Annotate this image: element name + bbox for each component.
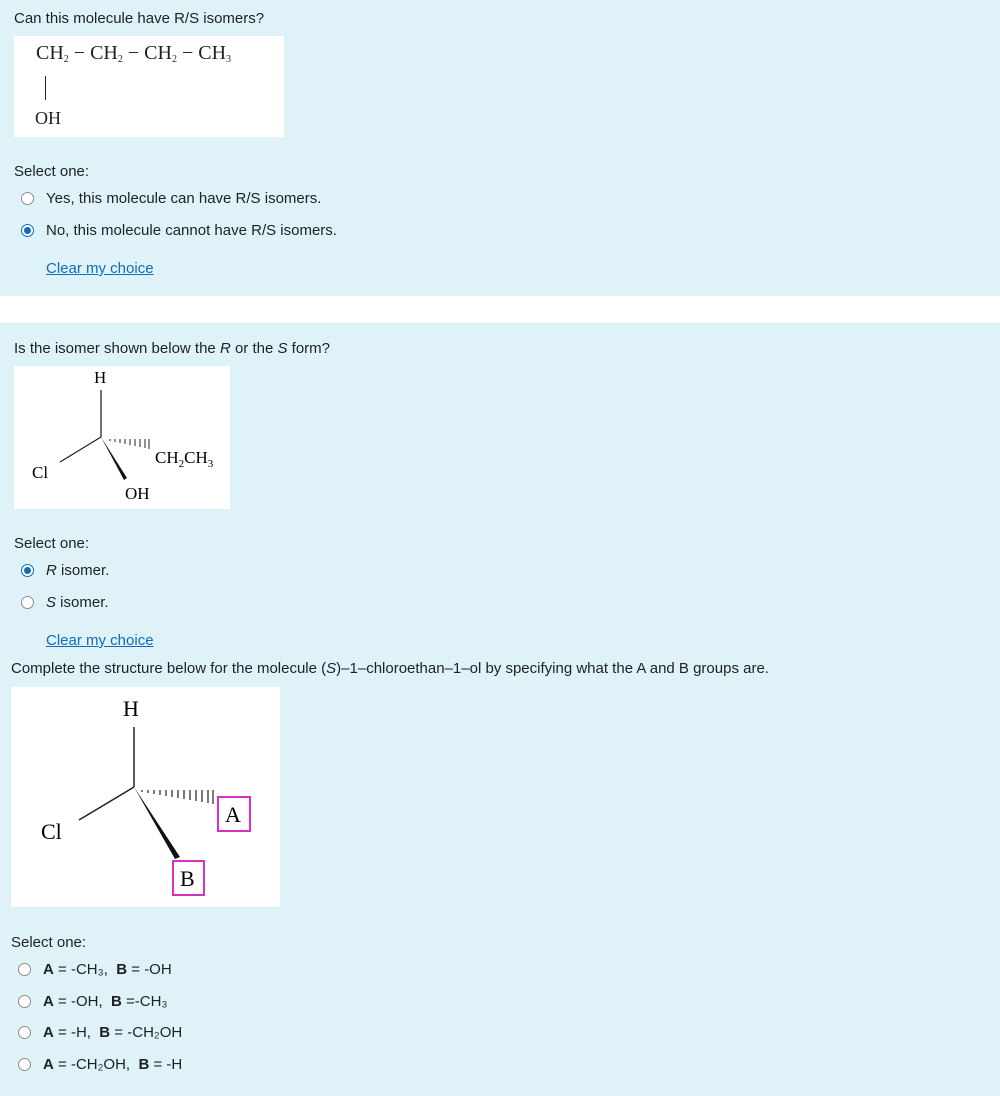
chiral-structure-svg [14,366,230,509]
option-3-label: A = -H, B = -CH₂OH [43,1024,183,1041]
question-1-panel [0,0,1000,296]
radio-yes[interactable] [21,192,34,205]
option-2[interactable] [18,993,168,1010]
select-one-label: Select one: [14,163,90,180]
radio-s[interactable] [21,596,34,609]
bond-line [45,76,46,100]
clear-choice-link-2[interactable]: Clear my choice [46,632,154,649]
chiral-center-structure-image [14,366,230,509]
label-h-2: H [123,696,139,721]
option-2-label: A = -OH, B =-CH₃ [43,993,168,1010]
dash-bond-ethyl [110,439,149,449]
label-oh: OH [125,484,150,503]
option-r-isomer[interactable] [21,562,109,579]
radio-option-3[interactable] [18,1026,31,1039]
option-3[interactable] [18,1024,182,1041]
question-2-panel [0,323,1000,1096]
radio-no[interactable] [21,224,34,237]
label-ethyl: $CH_2CH_3$ [155,448,214,470]
wedge-bond-oh [101,437,127,480]
option-no-label: No, this molecule cannot have R/S isomers. [46,222,337,239]
chloroethanol-svg [11,687,280,907]
question-1-prompt: Can this molecule have R/S isomers? [14,10,265,27]
radio-option-2[interactable] [18,995,31,1008]
dash-bond-a [142,790,213,804]
option-yes[interactable] [21,190,321,207]
option-4[interactable] [18,1056,182,1073]
option-1-label: A = -CH₃, B = -OH [43,961,172,978]
option-yes-label: Yes, this molecule can have R/S isomers. [46,190,322,207]
select-one-label-2: Select one: [14,535,90,552]
question-3-prompt: Complete the structure below for the molecule (S)–1–chloroethan–1–ol by specifying what the A and B groups are. [11,660,769,677]
chloroethanol-structure-image [11,687,280,907]
label-cl-2: Cl [41,819,62,844]
option-r-label: R isomer. [46,562,110,579]
butanol-chain: $CH_2 - CH_2 - CH_2 - CH_3$ [36,42,232,65]
option-s-isomer[interactable] [21,594,109,611]
question-2-prompt: Is the isomer shown below the R or the S form? [14,340,331,357]
radio-option-4[interactable] [18,1058,31,1071]
clear-choice-link[interactable]: Clear my choice [46,260,154,277]
option-no[interactable] [21,222,337,239]
label-cl: Cl [32,463,49,482]
hydroxyl-label: OH [35,108,61,128]
bond-to-cl [60,437,101,462]
radio-r[interactable] [21,564,34,577]
wedge-bond-b [134,787,180,859]
label-a: A [225,802,241,827]
label-b: B [180,866,195,891]
option-1[interactable] [18,961,172,978]
option-s-label: S isomer. [46,594,109,611]
radio-option-1[interactable] [18,963,31,976]
label-h: H [94,368,107,387]
bond-to-cl-2 [79,787,134,820]
select-one-label-3: Select one: [11,934,87,951]
option-4-label: A = -CH₂OH, B = -H [43,1056,183,1073]
butanol-structure-image [14,36,284,137]
